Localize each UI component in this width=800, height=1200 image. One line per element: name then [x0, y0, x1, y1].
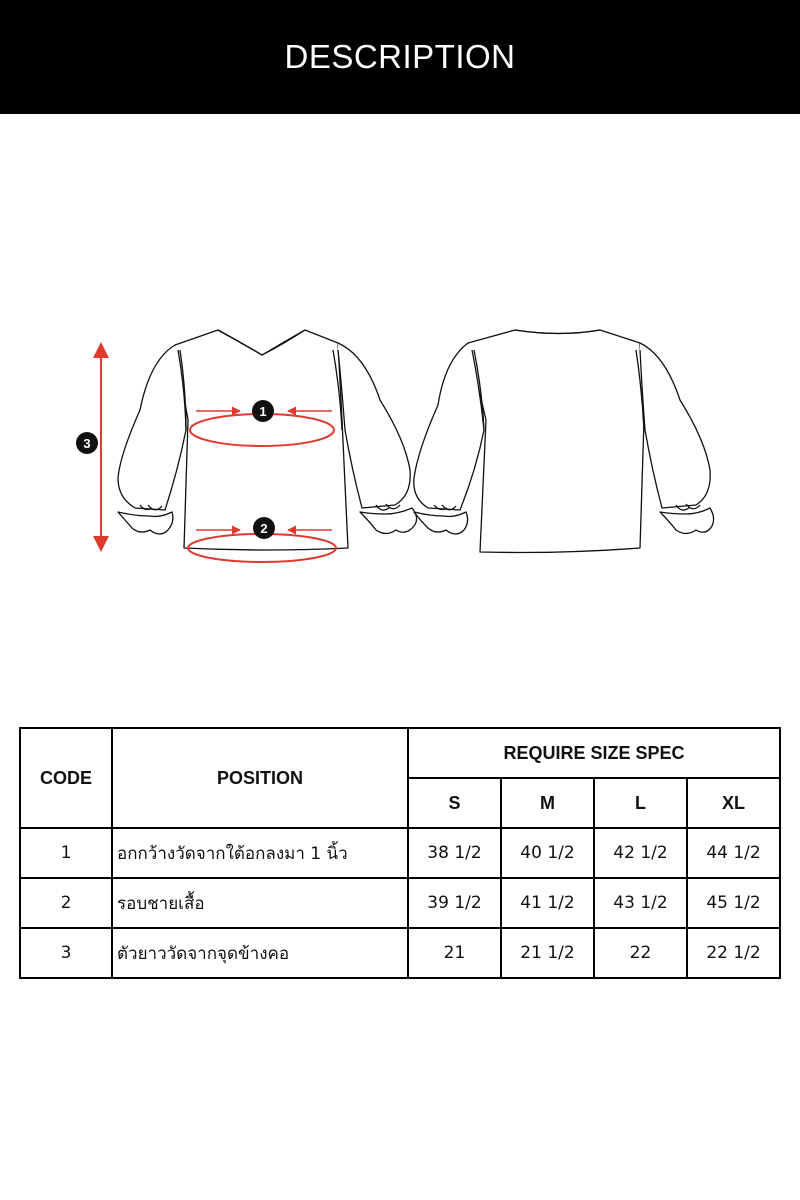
row-value: 21 1/2 — [501, 928, 594, 978]
marker-2-label: 2 — [260, 521, 268, 536]
table-row — [20, 828, 780, 878]
row-value: 45 1/2 — [687, 878, 780, 928]
row-value: 22 1/2 — [687, 928, 780, 978]
row-code: 2 — [20, 878, 112, 928]
header-code: CODE — [20, 728, 112, 828]
header-size-spec: REQUIRE SIZE SPEC — [408, 728, 780, 778]
garment-diagram — [0, 300, 800, 600]
row-value: 41 1/2 — [501, 878, 594, 928]
row-position: ตัวยาววัดจากจุดข้างคอ — [112, 928, 408, 978]
back-shirt-sketch — [414, 330, 714, 553]
row-value: 21 — [408, 928, 501, 978]
row-value: 38 1/2 — [408, 828, 501, 878]
row-code: 1 — [20, 828, 112, 878]
row-value: 43 1/2 — [594, 878, 687, 928]
row-value: 40 1/2 — [501, 828, 594, 878]
size-s: S — [408, 778, 501, 828]
size-xl: XL — [687, 778, 780, 828]
marker-3-label: 3 — [83, 436, 91, 451]
size-m: M — [501, 778, 594, 828]
row-code: 3 — [20, 928, 112, 978]
row-position: รอบชายเสื้อ — [112, 878, 408, 928]
header-position: POSITION — [112, 728, 408, 828]
size-l: L — [594, 778, 687, 828]
length-measure — [76, 342, 109, 552]
page-title: DESCRIPTION — [284, 38, 516, 75]
row-position: อกกว้างวัดจากใต้อกลงมา 1 นิ้ว — [112, 828, 408, 878]
marker-1-label: 1 — [259, 404, 267, 419]
front-shirt-sketch — [118, 330, 417, 550]
table-row — [20, 878, 780, 928]
size-spec-table — [19, 727, 781, 979]
table-row — [20, 928, 780, 978]
header-bar — [0, 0, 800, 114]
row-value: 44 1/2 — [687, 828, 780, 878]
row-value: 42 1/2 — [594, 828, 687, 878]
row-value: 22 — [594, 928, 687, 978]
row-value: 39 1/2 — [408, 878, 501, 928]
table-header-row — [20, 728, 780, 778]
